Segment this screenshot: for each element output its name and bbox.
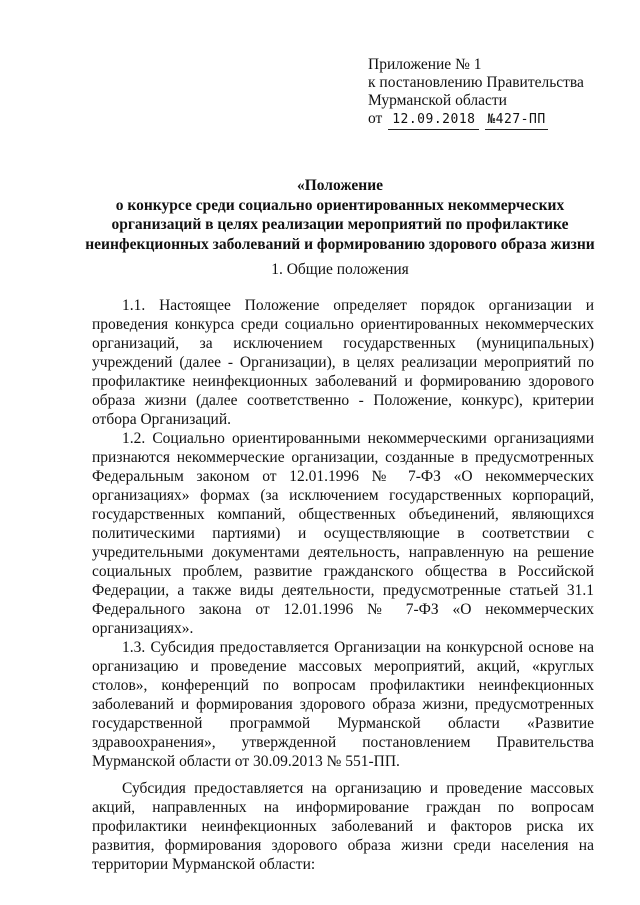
appendix-line-2: к постановлению Правительства [368,74,584,91]
document-title [60,176,620,254]
paragraph-subsidy: Субсидия предоставляется на организацию и проведение массовых акций, направленных на информирование граждан по вопросам профилактики неинфекционных заболеваний и факторов риска их развития, формирования здорового образа жизни среди населения на территории Мурманской области: [92,780,594,873]
title-line-3: организаций в целях реализации мероприятий по профилактике [111,216,569,233]
appendix-date-line [368,110,584,130]
paragraph-1-2: 1.2. Социально ориентированными некоммерческими организациями признаются некоммерческие организации, созданные в предусмотренных Федеральным законом от 12.01.1996 № 7-ФЗ «О некоммерческих организациях» формах (за исключением государственных корпораций, государственных компаний, общественных объединений, являющихся политическими партиями) и осуществляющие в соответствии с учредительными документами деятельность, направленную на решение социальных проблем, развитие гражданского общества в Российской Федерации, а также виды деятельности, предусмотренные статьей 31.1 Федерального закона от 12.01.1996 № 7-ФЗ «О некоммерческих организациях». [92,430,594,637]
title-line-1: «Положение [296,177,384,194]
document-body [92,296,594,874]
appendix-line-3: Мурманской области [368,92,507,109]
paragraph-1-1: 1.1. Настоящее Положение определяет порядок организации и проведения конкурса среди социально ориентированных некоммерческих организаций, за исключением государственных (муниципальных) учреждений (далее - Организации), в целях реализации мероприятий по профилактике неинфекционных заболеваний и формированию здорового образа жизни (далее соответственно - Положение, конкурс), критерии отбора Организаций. [92,297,594,428]
appendix-block [368,56,584,130]
appendix-number: №427-ПП [485,111,547,130]
appendix-from-label: от [368,110,383,127]
paragraph-1-3: 1.3. Субсидия предоставляется Организации на конкурсной основе на организацию и проведение массовых мероприятий, акций, «круглых столов», конференций по вопросам профилактики неинфекционных заболеваний и формирования здорового образа жизни, предусмотренных государственной программой Мурманской области «Развитие здравоохранения», утвержденной постановлением Правительства Мурманской области от 30.09.2013 № 551-ПП. [92,639,594,770]
section-heading: 1. Общие положения [271,261,409,278]
title-line-4: неинфекционных заболеваний и формированию здорового образа жизни [85,235,595,253]
title-line-2: о конкурсе среди социально ориентированных некоммерческих [115,196,565,214]
appendix-line-1: Приложение № 1 [368,56,482,73]
appendix-date: 12.09.2018 [388,111,479,130]
